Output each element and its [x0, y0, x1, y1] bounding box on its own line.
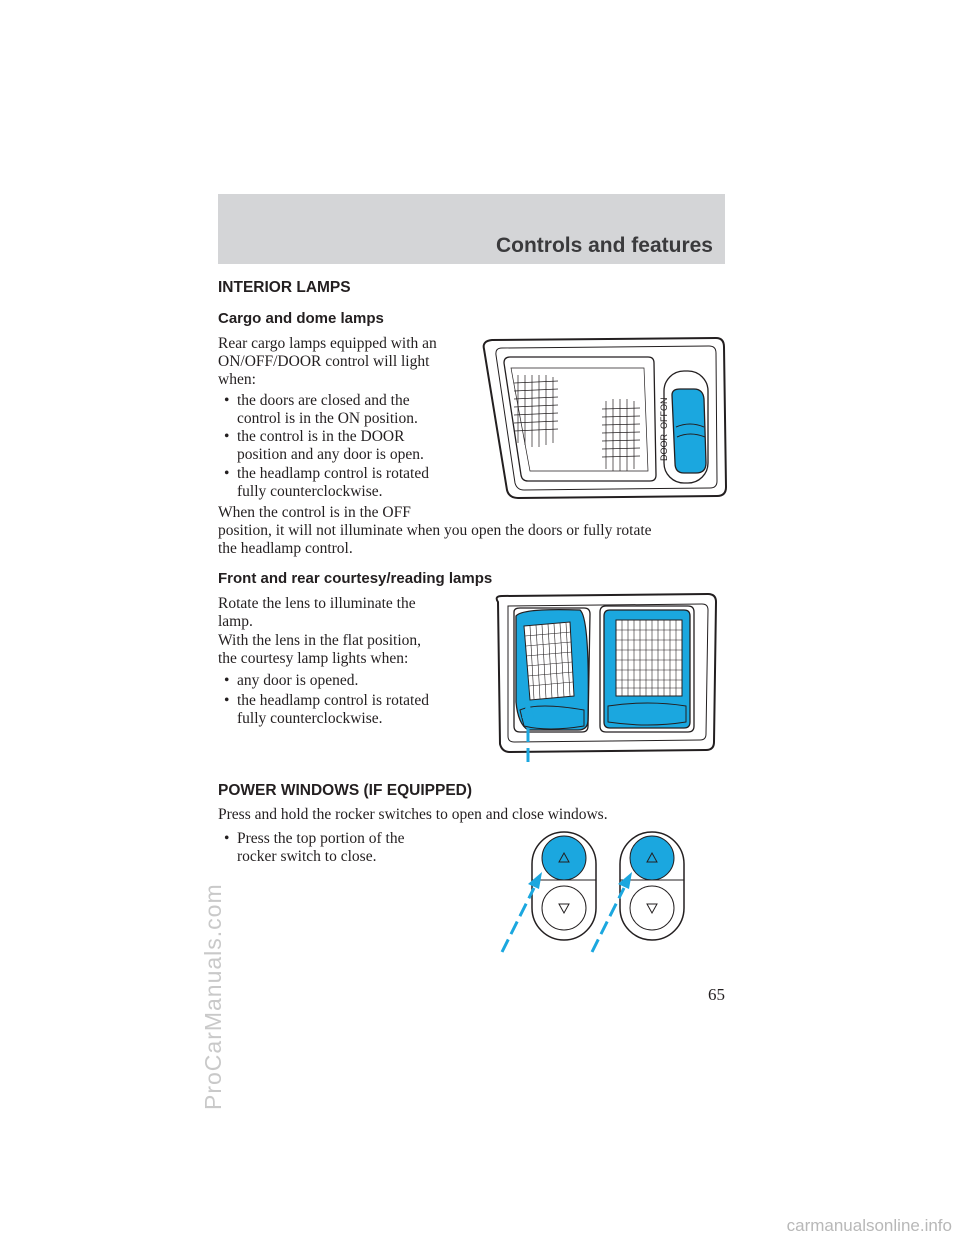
bullet-dot: • [224, 692, 230, 709]
cargo-off-note: When the control is in the OFF position, it will not illuminate when you open the doors or fully rotate the headlamp control. [218, 504, 652, 557]
heading-courtesy-lamps: Front and rear courtesy/reading lamps [218, 570, 493, 587]
page-number: 65 [708, 985, 725, 1004]
window-switch-illustration [496, 828, 696, 956]
courtesy-p1: Rotate the lens to illuminate the lamp. [218, 595, 416, 630]
power-windows-bullet-1: • Press the top portion of the rocker switch to close. [224, 830, 405, 865]
bullet-dot: • [224, 830, 230, 847]
section-header-band [218, 194, 725, 264]
watermark: ProCarManuals.com [200, 883, 226, 1110]
switch-label-door: DOOR [659, 434, 669, 461]
window-pointer-line-right [592, 888, 624, 952]
courtesy-p2: With the lens in the flat position, the courtesy lamp lights when: [218, 632, 421, 667]
window-switch-left-up [542, 836, 586, 880]
cargo-lamp-illustration [478, 335, 733, 503]
switch-label-on: ON [659, 397, 669, 411]
section-title: Controls and features [495, 234, 713, 257]
cargo-bullet-1: • the doors are closed and the control is in the ON position. [224, 392, 418, 427]
bullet-dot: • [224, 428, 230, 445]
heading-interior-lamps: INTERIOR LAMPS [218, 279, 351, 296]
cargo-intro: Rear cargo lamps equipped with an ON/OFF/DOOR control will light when: [218, 335, 437, 388]
footer-mark: carmanualsonline.info [786, 1216, 952, 1235]
heading-cargo-dome-lamps: Cargo and dome lamps [218, 310, 384, 327]
switch-label-off: OFF [659, 411, 669, 429]
courtesy-bullet-1: • any door is opened. [224, 672, 359, 689]
heading-power-windows: POWER WINDOWS (IF EQUIPPED) [218, 782, 473, 799]
cargo-switch-rocker [672, 389, 706, 473]
courtesy-bullet-2: • the headlamp control is rotated fully counterclockwise. [224, 692, 429, 727]
cargo-bullet-3: • the headlamp control is rotated fully counterclockwise. [224, 465, 429, 500]
bullet-dot: • [224, 672, 230, 689]
window-switch-right-down [630, 886, 674, 930]
window-switch-left-down [542, 886, 586, 930]
power-windows-intro: Press and hold the rocker switches to open and close windows. [218, 806, 608, 823]
bullet-dot: • [224, 465, 230, 482]
window-pointer-line-left [502, 888, 534, 952]
courtesy-lamp-illustration [488, 592, 720, 764]
bullet-dot: • [224, 392, 230, 409]
window-switch-right [620, 832, 684, 940]
window-switch-right-up [630, 836, 674, 880]
cargo-bullet-2: • the control is in the DOOR position and any door is open. [224, 428, 424, 463]
window-switch-left [532, 832, 596, 940]
